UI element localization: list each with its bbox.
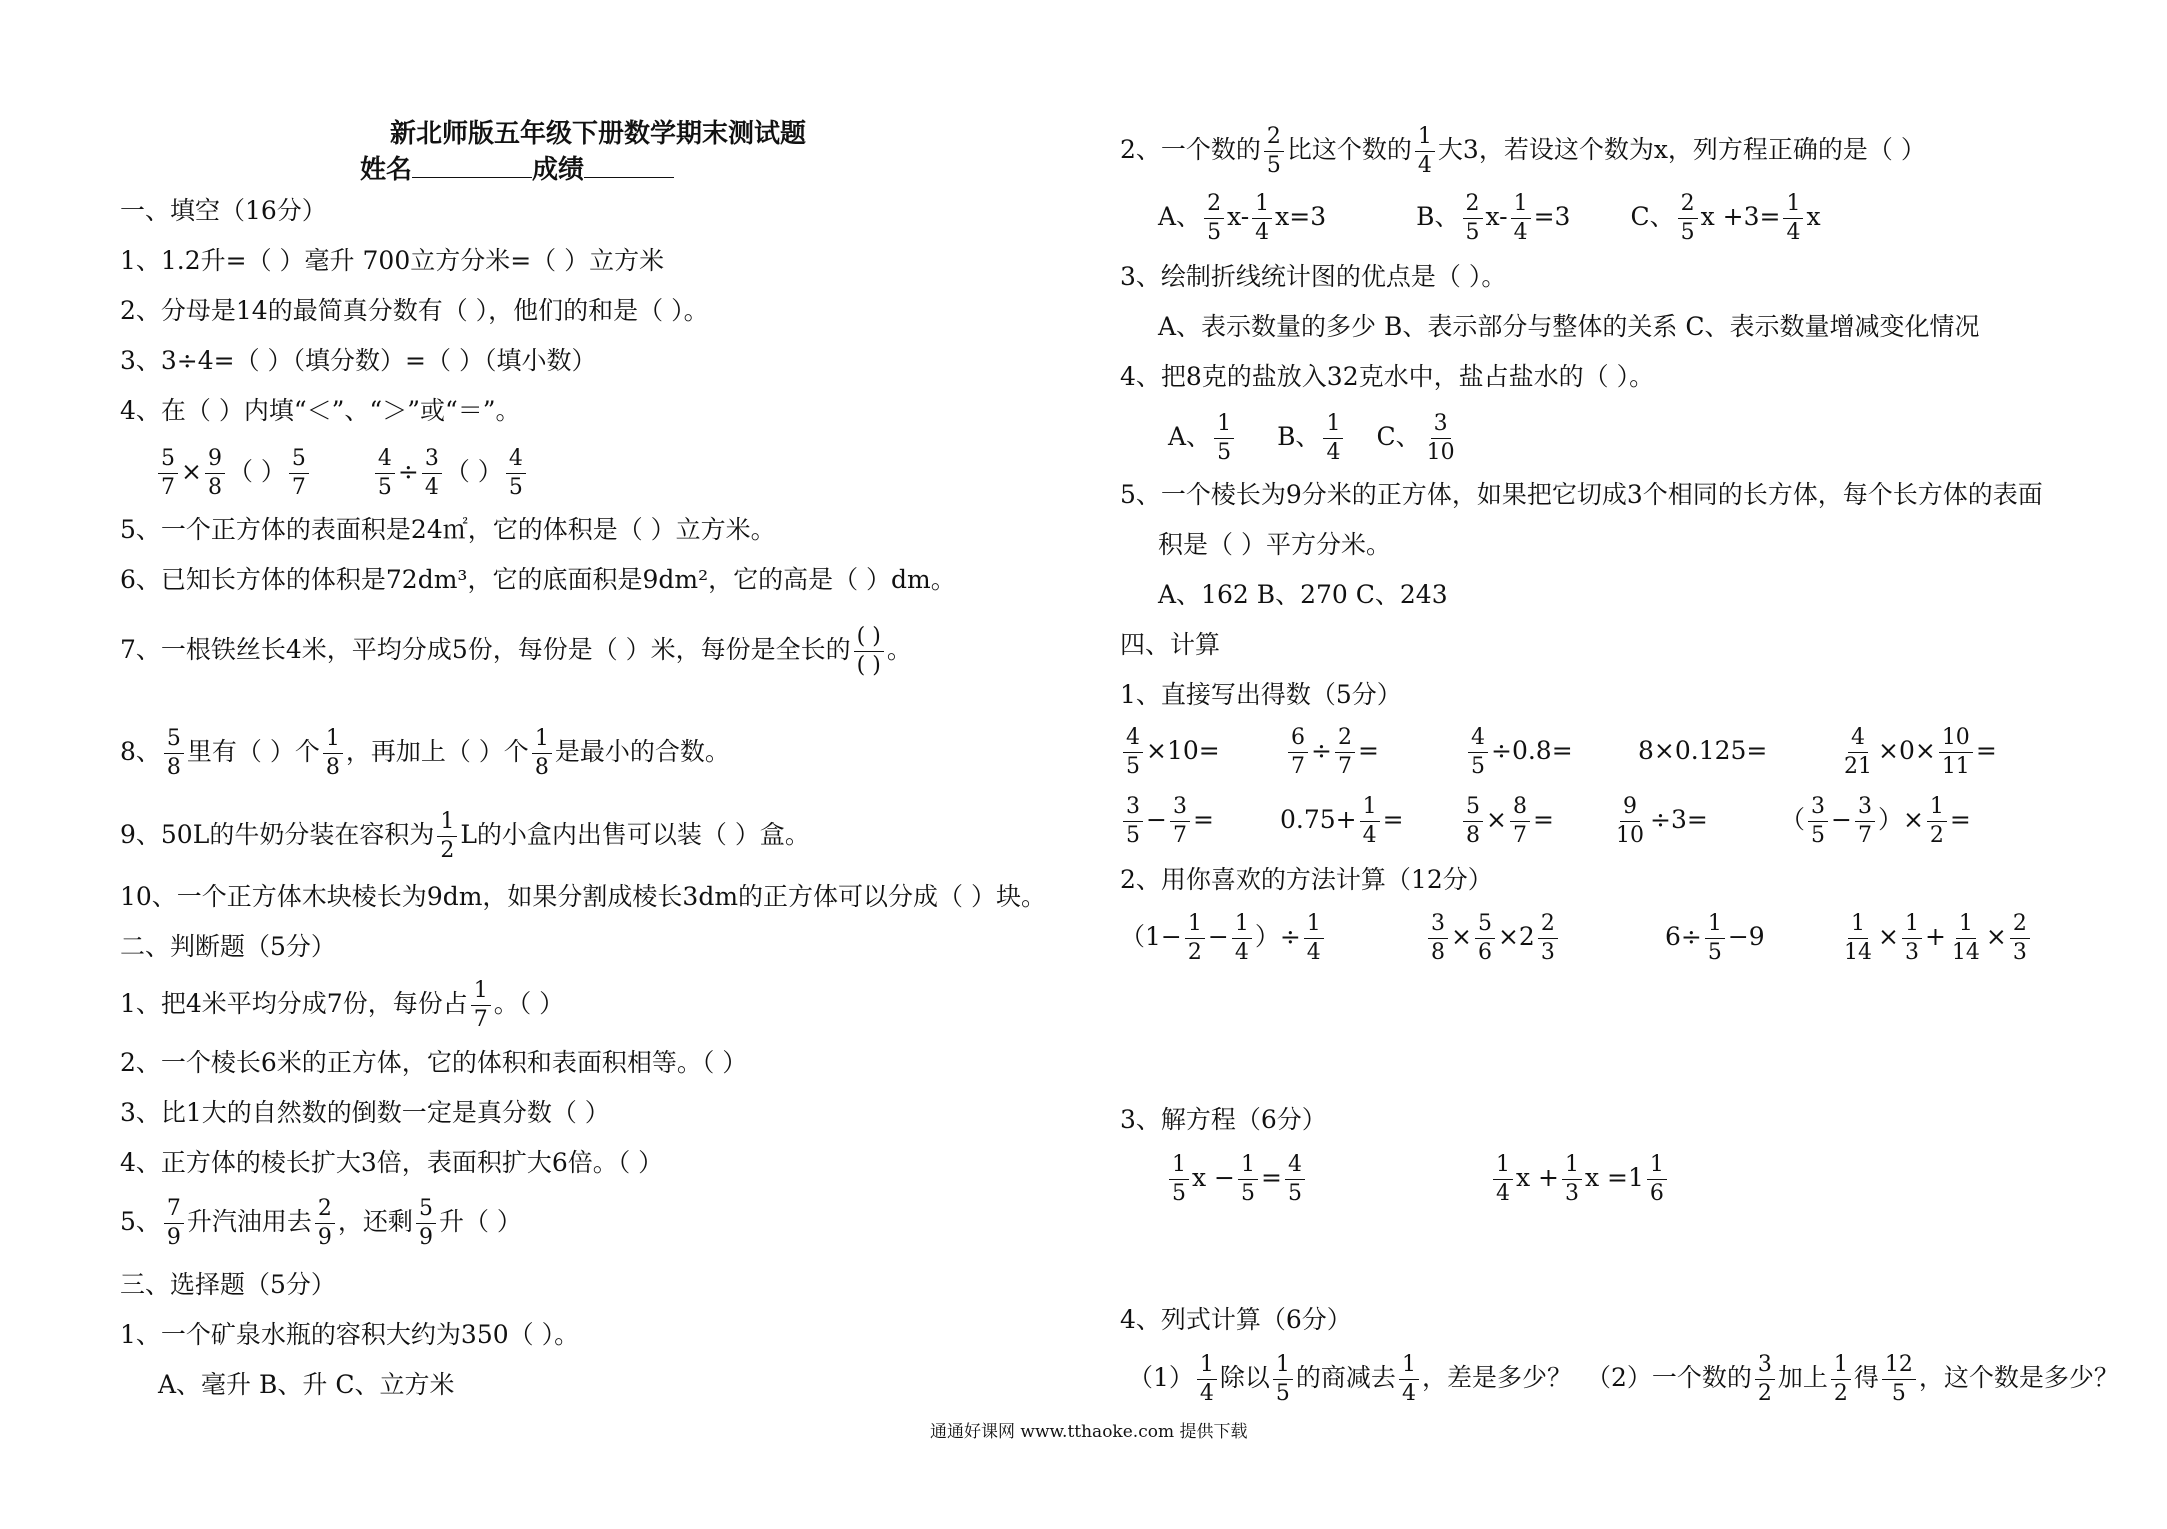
- calc-part1-heading: 1、直接写出得数（5分）: [1120, 680, 1402, 709]
- fraction: $\frac{3}{2}$: [1755, 1354, 1775, 1405]
- fraction: $\frac{1}{5}$: [1214, 413, 1234, 464]
- fill-q9: 9、50L的牛奶分装在容积为 $\frac{1}{2}$ L的小盒内出售可以装（ ）盒。: [120, 809, 810, 863]
- direct-item: 8×0.125=: [1638, 736, 1768, 765]
- fill-q2: 2、分母是14的最简真分数有（ ），他们的和是（ ）。: [120, 296, 709, 325]
- fraction: $\frac{2}{3}$: [2010, 913, 2030, 964]
- choice-q5-line2: 积是（ ）平方分米。: [1158, 530, 1391, 559]
- footer-source: 通通好课网 www.tthaoke.com 提供下载: [930, 1422, 1248, 1442]
- fraction: $\frac{1}{14}$: [1951, 911, 1980, 965]
- fraction: $\frac{1}{8}$: [532, 728, 552, 779]
- fraction: $\frac{2}{7}$: [1335, 727, 1355, 778]
- fraction: $\frac{1}{14}$: [1844, 911, 1872, 965]
- fraction: $\frac{1}{4}$: [1493, 1154, 1513, 1205]
- fraction: $\frac{4}{5}$: [506, 448, 526, 499]
- fraction: $\frac{1}{4}$: [1399, 1354, 1419, 1405]
- section-fill-in-heading: 一、填空（16分）: [120, 196, 327, 225]
- fraction: $\frac{4}{5}$: [1468, 727, 1488, 778]
- fraction: $\frac{4}{5}$: [1123, 727, 1143, 778]
- choice-q5-options: A、162 B、270 C、243: [1158, 580, 1448, 609]
- direct-item: $\frac{6}{7}$ ÷ $\frac{2}{7}$ =: [1285, 719, 1379, 783]
- calc-expression: 6÷ $\frac{1}{5}$ −9: [1665, 911, 1765, 965]
- calc-expression: $\frac{1}{14}$ × $\frac{1}{3}$ + $\frac{1}{14}$ × $\frac{2}{3}$: [1838, 905, 2033, 969]
- fraction: $\frac{3}{7}$: [1855, 796, 1875, 847]
- judge-q2: 2、一个棱长6米的正方体，它的体积和表面积相等。（ ）: [120, 1048, 748, 1077]
- fraction: $\frac{2}{9}$: [315, 1198, 335, 1249]
- fraction: $\frac{1}{4}$: [1783, 193, 1803, 244]
- fill-q5: 5、一个正方体的表面积是24㎡，它的体积是（ ）立方米。: [120, 515, 776, 544]
- judge-q1: 1、把4米平均分成7份，每份占 $\frac{1}{7}$ 。（ ）: [120, 978, 565, 1032]
- fraction: $\frac{2}{5}$: [1204, 193, 1224, 244]
- fraction-blank[interactable]: ( ) ( ): [854, 626, 884, 677]
- judge-q5: 5、 $\frac{7}{9}$ 升汽油用去 $\frac{2}{9}$ ，还剩 $\frac{5}{9}$ 升（ ）: [120, 1196, 522, 1250]
- fraction: $\frac{1}{4}$: [1360, 796, 1380, 847]
- choice-q5-line1: 5、一个棱长为9分米的正方体，如果把它切成3个相同的长方体，每个长方体的表面: [1120, 480, 2043, 509]
- score-field[interactable]: [584, 153, 674, 178]
- fill-q3: 3、3÷4=（ ）（填分数）=（ ）（填小数）: [120, 346, 597, 375]
- fraction: $\frac{8}{7}$: [1510, 796, 1530, 847]
- fraction: $\frac{1}{4}$: [1415, 126, 1435, 177]
- fill-q6: 6、已知长方体的体积是72dm³，它的底面积是9dm²，它的高是（ ）dm。: [120, 565, 956, 594]
- fill-q7: 7、一根铁丝长4米，平均分成5份，每份是（ ）米，每份是全长的 ( ) ( ) 。: [120, 624, 912, 678]
- fill-q8: 8、 $\frac{5}{8}$ 里有（ ）个 $\frac{1}{8}$ ，再加上（ ）个 $\frac{1}{8}$ 是最小的合数。: [120, 726, 730, 780]
- calc-expression: $\frac{3}{8}$ × $\frac{5}{6}$ ×2 $\frac{2}{3}$: [1425, 905, 1561, 969]
- calc-part2-heading: 2、用你喜欢的方法计算（12分）: [1120, 865, 1493, 894]
- fill-q4-comparisons: $\frac{5}{7}$ × $\frac{9}{8}$ （ ） $\frac{5}{7}$ $\frac{4}{5}$ ÷ $\frac{3}{4}$ （ ） $\frac{4}{5}$: [155, 440, 529, 504]
- fraction: $\frac{1}{5}$: [1169, 1154, 1189, 1205]
- calc-part3-heading: 3、解方程（6分）: [1120, 1105, 1327, 1134]
- fraction: $\frac{1}{2}$: [437, 811, 457, 862]
- fraction: $\frac{1}{5}$: [1238, 1154, 1258, 1205]
- direct-item: $\frac{3}{5}$ − $\frac{3}{7}$ =: [1120, 788, 1214, 852]
- section-calc-heading: 四、计算: [1120, 630, 1221, 659]
- name-field[interactable]: [412, 153, 532, 178]
- fraction: $\frac{3}{5}$: [1123, 796, 1143, 847]
- fraction: $\frac{1}{5}$: [1705, 913, 1725, 964]
- fraction: $\frac{9}{10}$: [1616, 794, 1644, 848]
- choice-q2: 2、一个数的 $\frac{2}{5}$ 比这个数的 $\frac{1}{4}$ 大3，若设这个数为x，列方程正确的是（ ）: [1120, 124, 1926, 178]
- direct-item: $\frac{9}{10}$ ÷3=: [1610, 788, 1708, 852]
- direct-item: $\frac{4}{21}$ ×0× $\frac{10}{11}$ =: [1838, 719, 1997, 783]
- fraction: $\frac{2}{5}$: [1678, 193, 1698, 244]
- fraction: $\frac{1}{3}$: [1562, 1154, 1582, 1205]
- fraction: $\frac{3}{7}$: [1170, 796, 1190, 847]
- choice-q4-options: A、 $\frac{1}{5}$ B、 $\frac{1}{4}$ C、 $\frac{3}{10}$: [1168, 405, 1461, 469]
- fraction: $\frac{2}{5}$: [1463, 193, 1483, 244]
- fraction: $\frac{4}{5}$: [1285, 1154, 1305, 1205]
- fraction: $\frac{1}{4}$: [1232, 913, 1252, 964]
- choice-q3: 3、绘制折线统计图的优点是（ ）。: [1120, 262, 1507, 291]
- equation: $\frac{1}{4}$ x + $\frac{1}{3}$ x =1 $\frac{1}{6}$: [1490, 1146, 1670, 1210]
- score-label: 成绩: [532, 155, 585, 185]
- fraction: $\frac{1}{4}$: [1304, 913, 1324, 964]
- fill-q10: 10、一个正方体木块棱长为9dm，如果分割成棱长3dm的正方体可以分成（ ）块。: [120, 882, 1046, 911]
- fraction: $\frac{4}{5}$: [375, 448, 395, 499]
- fraction: $\frac{1}{2}$: [1185, 913, 1205, 964]
- direct-item: $\frac{4}{5}$ ×10=: [1120, 719, 1220, 783]
- direct-item: $\frac{5}{8}$ × $\frac{8}{7}$ =: [1460, 788, 1554, 852]
- fraction: $\frac{5}{9}$: [416, 1198, 436, 1249]
- fill-q4: 4、在（ ）内填“＜”、“＞”或“＝”。: [120, 396, 521, 425]
- fraction: $\frac{1}{8}$: [323, 728, 343, 779]
- fraction: $\frac{1}{5}$: [1273, 1354, 1293, 1405]
- fraction: $\frac{1}{4}$: [1511, 193, 1531, 244]
- fraction: $\frac{5}{7}$: [158, 448, 178, 499]
- calc-part4-heading: 4、列式计算（6分）: [1120, 1305, 1352, 1334]
- judge-q4: 4、正方体的棱长扩大3倍，表面积扩大6倍。（ ）: [120, 1148, 664, 1177]
- fraction: $\frac{5}{8}$: [164, 728, 184, 779]
- fraction: $\frac{3}{10}$: [1426, 411, 1455, 465]
- fraction: $\frac{3}{5}$: [1808, 796, 1828, 847]
- choice-q4: 4、把8克的盐放入32克水中，盐占盐水的（ ）。: [1120, 362, 1655, 391]
- choice-q1: 1、一个矿泉水瓶的容积大约为350（ ）。: [120, 1320, 580, 1349]
- fraction: $\frac{5}{6}$: [1475, 913, 1495, 964]
- direct-item: （ $\frac{3}{5}$ − $\frac{3}{7}$ ）× $\frac{1}{2}$ =: [1780, 794, 1971, 848]
- fraction: $\frac{1}{4}$: [1323, 413, 1343, 464]
- fraction: $\frac{1}{2}$: [1831, 1354, 1851, 1405]
- equation: $\frac{1}{5}$ x − $\frac{1}{5}$ = $\frac{4}{5}$: [1166, 1146, 1308, 1210]
- name-label: 姓名: [360, 155, 413, 185]
- direct-item: $\frac{4}{5}$ ÷0.8=: [1465, 719, 1573, 783]
- fraction: $\frac{3}{8}$: [1428, 913, 1448, 964]
- fraction: $\frac{7}{9}$: [164, 1198, 184, 1249]
- fraction: $\frac{5}{8}$: [1463, 796, 1483, 847]
- fraction: $\frac{1}{2}$: [1927, 796, 1947, 847]
- choice-q3-options: A、表示数量的多少 B、表示部分与整体的关系 C、表示数量增减变化情况: [1158, 312, 1980, 341]
- fraction: $\frac{4}{21}$: [1844, 725, 1872, 779]
- section-choice-heading: 三、选择题（5分）: [120, 1270, 336, 1299]
- section-judge-heading: 二、判断题（5分）: [120, 932, 336, 961]
- word-problems: （1） $\frac{1}{4}$ 除以 $\frac{1}{5}$ 的商减去 $\frac{1}{4}$ ，差是多少？ （2）一个数的 $\frac{3}{2}$ 加上 $\frac{1}{2}$ 得 $\frac{12}{5}$ ，这个数是多少？: [1128, 1352, 2119, 1406]
- fraction: $\frac{12}{5}$: [1882, 1354, 1916, 1405]
- fill-q1: 1、1.2升=（ ）毫升 700立方分米=（ ）立方米: [120, 246, 665, 275]
- fraction: $\frac{2}{5}$: [1264, 126, 1284, 177]
- fraction: $\frac{9}{8}$: [205, 448, 225, 499]
- fraction: $\frac{1}{4}$: [1252, 193, 1272, 244]
- fraction: $\frac{1}{6}$: [1647, 1154, 1667, 1205]
- name-score-line: [360, 153, 674, 187]
- choice-q2-options: A、 $\frac{2}{5}$ x- $\frac{1}{4}$ x=3 B、 $\frac{2}{5}$ x- $\frac{1}{4}$ =3 C、 $\frac{2}{5}$ x +3= $\frac{1}{4}$ x: [1158, 191, 1821, 245]
- direct-item: 0.75+ $\frac{1}{4}$ =: [1280, 794, 1404, 848]
- fraction: $\frac{5}{7}$: [289, 448, 309, 499]
- calc-expression: （1− $\frac{1}{2}$ − $\frac{1}{4}$ ）÷ $\frac{1}{4}$: [1120, 905, 1327, 969]
- page-title: 新北师版五年级下册数学期末测试题: [390, 119, 807, 149]
- judge-q3: 3、比1大的自然数的倒数一定是真分数（ ）: [120, 1098, 610, 1127]
- fraction: $\frac{10}{11}$: [1939, 727, 1973, 778]
- fraction: $\frac{1}{7}$: [471, 980, 491, 1031]
- choice-q1-options: A、毫升 B、升 C、立方米: [158, 1370, 455, 1399]
- fraction: $\frac{6}{7}$: [1288, 727, 1308, 778]
- compare-blank[interactable]: （ ）: [444, 457, 503, 486]
- fraction: $\frac{2}{3}$: [1538, 913, 1558, 964]
- fraction: $\frac{1}{4}$: [1197, 1354, 1217, 1405]
- compare-blank[interactable]: （ ）: [227, 457, 286, 486]
- fraction: $\frac{3}{4}$: [422, 448, 442, 499]
- fraction: $\frac{1}{3}$: [1902, 913, 1922, 964]
